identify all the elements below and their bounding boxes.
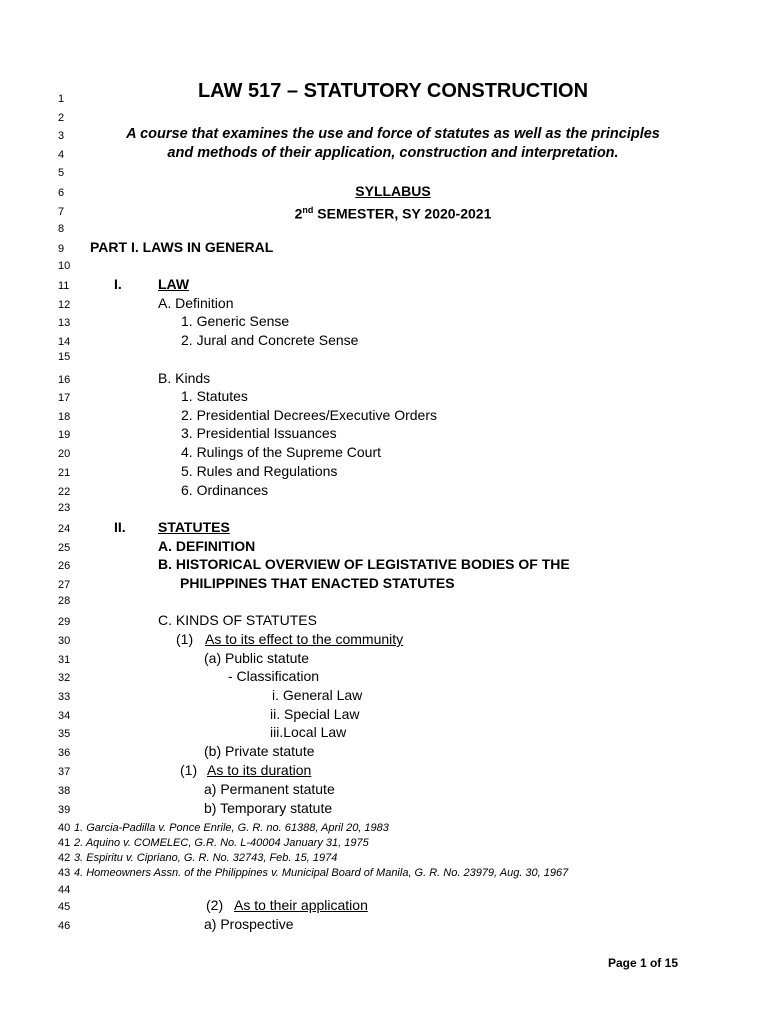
line-number: 12 — [58, 299, 71, 311]
section-number: II. — [114, 519, 126, 535]
subsection-definition: A. Definition — [158, 295, 234, 311]
line-number: 46 — [58, 920, 71, 932]
list-item: iii.Local Law — [270, 724, 347, 740]
line-number: 11 — [58, 280, 70, 292]
line-number: 39 — [58, 804, 71, 816]
list-item: (b) Private statute — [204, 743, 315, 759]
list-item: a) Permanent statute — [204, 781, 335, 797]
item-heading: As to their application — [234, 897, 368, 913]
list-item: ii. Special Law — [270, 706, 360, 722]
line-number: 19 — [58, 429, 71, 441]
list-item: 4. Rulings of the Supreme Court — [181, 444, 381, 460]
line-number: 29 — [58, 616, 71, 628]
line-number: 10 — [58, 260, 71, 272]
line-number: 38 — [58, 785, 71, 797]
footnote-text: 3. Espiritu v. Cipriano, G. R. No. 32743, Feb. 15, 1974 — [74, 852, 338, 864]
list-item: 5. Rules and Regulations — [181, 463, 338, 479]
line-number: 33 — [58, 691, 71, 703]
line-number: 45 — [58, 901, 71, 913]
line-number: 6 — [58, 187, 65, 199]
line-number: 30 — [58, 635, 71, 647]
subsection-heading: B. HISTORICAL OVERVIEW OF LEGISTATIVE BODIES OF THE — [158, 556, 570, 572]
line-number: 24 — [58, 523, 71, 535]
line-number: 25 — [58, 542, 71, 554]
line-number: 5 — [58, 167, 65, 179]
list-item: 2. Jural and Concrete Sense — [181, 332, 359, 348]
item-heading: As to its duration — [207, 762, 312, 778]
footnote-text: 1. Garcia-Padilla v. Ponce Enrile, G. R. no. 61388, April 20, 1983 — [74, 822, 389, 834]
line-number: 18 — [58, 411, 71, 423]
part-heading: PART I. LAWS IN GENERAL — [90, 239, 274, 255]
list-item: 6. Ordinances — [181, 482, 269, 498]
line-number: 23 — [58, 502, 71, 514]
line-number: 40 — [58, 822, 71, 834]
syllabus-heading: SYLLABUS — [355, 183, 431, 199]
line-number: 13 — [58, 317, 71, 329]
course-description-line-1: A course that examines the use and force of statutes as well as the principles — [126, 126, 660, 142]
subsection-heading: C. KINDS OF STATUTES — [158, 612, 317, 628]
footnote-text: 4. Homeowners Assn. of the Philippines v. Municipal Board of Manila, G. R. No. 23979, Aug. 30, 1967 — [74, 867, 569, 879]
line-number: 14 — [58, 336, 71, 348]
list-item: (a) Public statute — [204, 650, 310, 666]
subsection-heading: A. DEFINITION — [158, 538, 256, 554]
semester-heading: 2nd SEMESTER, SY 2020-2021 — [294, 205, 492, 222]
section-number: I. — [114, 276, 122, 292]
line-number: 17 — [58, 392, 71, 404]
line-number: 28 — [58, 595, 71, 607]
line-number: 15 — [58, 351, 71, 363]
line-number: 36 — [58, 747, 71, 759]
line-number: 37 — [58, 766, 71, 778]
line-number: 22 — [58, 486, 71, 498]
course-description-line-2: and methods of their application, construction and interpretation. — [167, 145, 619, 161]
line-number: 41 — [58, 837, 71, 849]
line-number: 7 — [58, 206, 65, 218]
list-item: 2. Presidential Decrees/Executive Orders — [181, 407, 437, 423]
line-number: 26 — [58, 560, 71, 572]
line-number: 8 — [58, 223, 65, 235]
line-number: 2 — [58, 112, 65, 124]
line-number: 44 — [58, 884, 71, 896]
section-title-law: LAW — [158, 276, 190, 292]
subsection-kinds: B. Kinds — [158, 370, 211, 386]
item-number: (2) — [206, 897, 224, 913]
subsection-heading-continued: PHILIPPINES THAT ENACTED STATUTES — [180, 575, 455, 591]
line-number: 43 — [58, 867, 71, 879]
line-number: 9 — [58, 243, 65, 255]
line-number: 42 — [58, 852, 71, 864]
line-number: 3 — [58, 130, 65, 142]
list-item: b) Temporary statute — [204, 800, 333, 816]
item-heading: As to its effect to the community — [205, 631, 404, 647]
line-number: 16 — [58, 374, 71, 386]
footnote-text: 2. Aquino v. COMELEC, G.R. No. L-40004 January 31, 1975 — [74, 837, 369, 849]
line-number: 1 — [58, 93, 65, 105]
item-number: (1) — [180, 762, 198, 778]
list-item: 3. Presidential Issuances — [181, 425, 337, 441]
line-number: 34 — [58, 710, 71, 722]
list-item: 1. Statutes — [181, 388, 248, 404]
list-item: a) Prospective — [204, 916, 294, 932]
line-number: 27 — [58, 579, 71, 591]
list-item: - Classification — [228, 668, 320, 684]
list-item: i. General Law — [272, 687, 363, 703]
line-number: 4 — [58, 149, 65, 161]
line-number: 32 — [58, 672, 71, 684]
line-number: 20 — [58, 448, 71, 460]
line-number: 21 — [58, 467, 71, 479]
list-item: 1. Generic Sense — [181, 313, 290, 329]
page-number: Page 1 of 15 — [607, 956, 678, 970]
document-title: LAW 517 – STATUTORY CONSTRUCTION — [197, 80, 589, 102]
line-number: 35 — [58, 728, 71, 740]
line-number: 31 — [58, 654, 71, 666]
section-title-statutes: STATUTES — [158, 519, 230, 535]
item-number: (1) — [176, 631, 194, 647]
